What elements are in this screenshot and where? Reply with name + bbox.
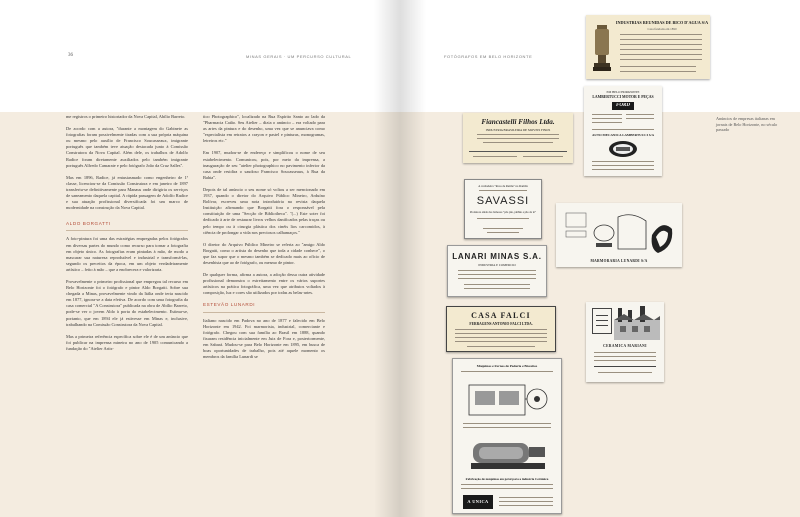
ad-line: FERRAGENS ANTONIO FALCI LTDA. bbox=[469, 322, 533, 326]
badge-illustration bbox=[608, 140, 638, 158]
ad-brand: A UNICA bbox=[467, 499, 489, 504]
ad-subtitle: INDUSTRIA BRASILEIRA DE MOVEIS FINOS bbox=[485, 128, 551, 132]
gutter-shadow bbox=[400, 0, 426, 517]
ad-subtitle: Casa fundada em 1890 bbox=[647, 27, 677, 31]
advertisement-marmoraria-lunardi bbox=[556, 203, 682, 267]
gutter-shadow bbox=[374, 0, 400, 517]
paragraph: O diretor do Arquivo Público Mineiro se referia ao "amigo Aldo Borgatti, como o artista do desenho que toda a cidade conhece", o que faz supor que o mesmo também se dedicado mais ao ofício de desenhista que ao de fotógrafo, ou mesmo de pintor. bbox=[203, 241, 325, 265]
advertisement-savassi bbox=[464, 179, 542, 239]
ford-logo-text: FORD bbox=[616, 103, 630, 108]
ad-emblem bbox=[592, 308, 612, 334]
ad-line: Produtora ainda dos famosos "pão pão, pinhão e pão de ló" bbox=[469, 211, 537, 214]
section-heading: ALDO BORGATTI bbox=[66, 221, 188, 231]
paragraph: De acordo com a autora, "durante a montagem do Gabinete as fotografias foram possivelmente tiradas com a sua própria máquina ou mesmo pelo auxílio de Francisco Soucasseaux, imigrante português que também teve atuação destacada junto à Comissão Construtora da Nova Capital. Além dele, os trabalhos de Adolfo Radice foram diretamente auxiliados pelo também imigrante português Alfredo Camarate e pelo fotógrafo João da Cruz Salles". bbox=[66, 126, 188, 168]
ad-small-text: A verdadeira "Rosa de Reims" na Ramila bbox=[478, 184, 528, 188]
paragraph: Mas a primeira referência específica sobre ele é de um anúncio que foi publicar na imprensa mineira no ano de 1905 comunicando a fundação do "Atelier Artis- bbox=[66, 333, 188, 351]
factory-illustration bbox=[614, 306, 660, 340]
ad-small-text: EM BELO HORIZONTE bbox=[606, 90, 640, 94]
ad-brand: MARMORARIA LUNARDI S/A bbox=[590, 259, 648, 263]
paragraph: tico Photographico", localizado na Rua Espírito Santo ao lado da "Pharmacia Catão. Seu Atelier – dizia o anúncio – era voltado para as artes da pintura e do desenho, uma vez que se anunciava como "especialista em retratos a crayon e pastel e pinturas, monogramas, letreiros etc." bbox=[203, 114, 325, 144]
page-number: 36 bbox=[68, 53, 73, 58]
ad-brand: SAVASSI bbox=[476, 195, 530, 207]
ad-brand-box bbox=[463, 495, 493, 509]
section-heading: ESTEVÃO LUNARDI bbox=[203, 302, 325, 312]
advertisement-ceramica-mariani bbox=[586, 302, 664, 382]
ad-bottom-text: Fabricação de máquinas em geral para a industria Cerâmica bbox=[465, 477, 549, 481]
advertisement-industrias-reunidas bbox=[586, 15, 710, 79]
ad-brand: CASA FALCI bbox=[471, 311, 531, 320]
paragraph: Provavelmente o primeiro profissional que empregou tal recurso em Belo Horizonte foi o fotógrafo e pintor Aldo Borgatti. Sobre sua chegada a Minas, provavelmente vindo da Itália onde teria nascido em 1877, ignora-se a data efetiva. De acordo com uma fotografia da casa comercial "A Construtora" publicada na obra de Abílio Barreto, pode-se ver o jovem Aldo à porta do estabelecimento. Estima-se, portanto, que em 1894 ele já estivesse em Minas e, inclusive, trabalhando na Comissão Construtora da Nova Capital. bbox=[66, 278, 188, 327]
advertisement-fiancastelli bbox=[463, 113, 573, 163]
bakery-oven-illustration bbox=[467, 377, 549, 419]
ceramics-machine-illustration bbox=[467, 433, 549, 473]
advertisement-casa-falci bbox=[446, 306, 556, 352]
running-header: FOTÓGRAFOS EM BELO HORIZONTE bbox=[444, 54, 533, 59]
text-column-2 bbox=[203, 114, 325, 366]
paragraph: Em 1907, mudou-se de endereço e simplificou o nome de seu estabelecimento. Comunicou, pois, por meio da imprensa, a inauguração de seu "atelier photographico no pavimento inferior da casa onde residira o saudoso Francisco Soucasseaux, à Rua da Bahia". bbox=[203, 150, 325, 180]
advertisement-maquinas-a-unica bbox=[452, 358, 562, 514]
advertisement-lambertucci bbox=[584, 86, 662, 176]
ad-brand: LANARI MINAS S.A. bbox=[452, 252, 542, 261]
page-background-band bbox=[0, 112, 400, 517]
paragraph: De qualquer forma, afirma a autora, a adoção dessa outra atividade profissional demonstra o estreitamento entre os vários suportes artísticos na prática fotográfica, uma vez que atributos voltados à composição, luz e cores são utilizados por todas as belas-artes. bbox=[203, 272, 325, 296]
paragraph: Mas em 1896, Radice, já entusiasmado como engenheiro de 1ª classe, licenciou-se da Comissão Construtora e em janeiro de 1897 transferiu-se definitivamente para Manaus onde dirigiria os serviços de saneamento daquela capital. A rápida passagem de Adolfo Radice e sua atuação profissional diversificada foi um marco de modernidade na construção da Nova Capital. bbox=[66, 174, 188, 211]
paragraph: Depois de tal anúncio o seu nome só voltou a ser mencionado em 1937, quando o diretor do Arquivo Público Mineiro, Arduíno Bolívar, escreveu uma nota introdutória na revista daquela Instituição afirmando que Borgatti fora o responsável pela constituição de uma "Secção de Bibliotheca". "(...) Este soter foi dedicado à arte de restaurar livros velhos danificados pelas traças ou pelo tempo ou à cirurgia plástica dos cinéis lios carcomidos, à ciência de prolongar a vida nos preciosos calhamaços." bbox=[203, 186, 325, 235]
ad-title: Fiancastelli Filhos Ltda. bbox=[481, 118, 555, 126]
ad-top-text: Máquinas e Fornos de Padaria e Biscoitos bbox=[476, 364, 538, 368]
washbasin-illustration bbox=[562, 209, 676, 261]
ad-brand: CERÂMICA MARIANI bbox=[603, 344, 647, 348]
text-column-1 bbox=[66, 114, 188, 358]
ad-line: INDUSTRIA E COMERCIO bbox=[478, 263, 516, 267]
ad-bottom-title: AUTO MECANICA LAMBERTUCCI S/A bbox=[591, 133, 655, 137]
ford-logo-box bbox=[612, 102, 634, 110]
paragraph: me registros o primeiro historiador da Nova Capital, Abílio Barreto. bbox=[66, 114, 186, 119]
ad-title: LAMBERTUCCI MOTOR E PEÇAS bbox=[592, 95, 654, 99]
ad-title: INDUSTRIAS REUNIDAS DE BICO D'AGUA S/A bbox=[615, 20, 709, 25]
advertisement-lanari-minas bbox=[447, 245, 547, 297]
figure-caption: Anúncios de empresas italianas em jornais de Belo Horizonte, no século passado bbox=[716, 116, 778, 133]
paragraph: Italiano nascido em Padova no ano de 1877 e falecido em Belo Horizonte em 1942. Foi marmorista, industrial, comerciante e fotógrafo. Chegou com sua família ao Brasil em 1888, quando fixaram residência inicialmente em Juiz de Fora e, posteriormente, em Sabará. Mudou-se para Belo Horizonte em 1895, em busca de boas oportunidades de trabalho, pois até aquele momento os membros da família Lunardi se bbox=[203, 317, 325, 360]
water-filter-illustration bbox=[592, 23, 612, 73]
running-header: MINAS GERAIS · UM PERCURSO CULTURAL bbox=[246, 54, 352, 59]
paragraph: A foto-pintura foi uma das estratégias empregadas pelos fotógrafos em diversas partes do mundo como recurso para tornar a fotografia em objeto único. As fotografias eram pintadas à mão, de modo a mascarar sua natureza reprodutível e industrial e transformá-las, segundo os preceitos da época, em um objeto verdadeiramente artístico – feito à mão – que a enobrecera e valorizaria. bbox=[66, 236, 188, 272]
